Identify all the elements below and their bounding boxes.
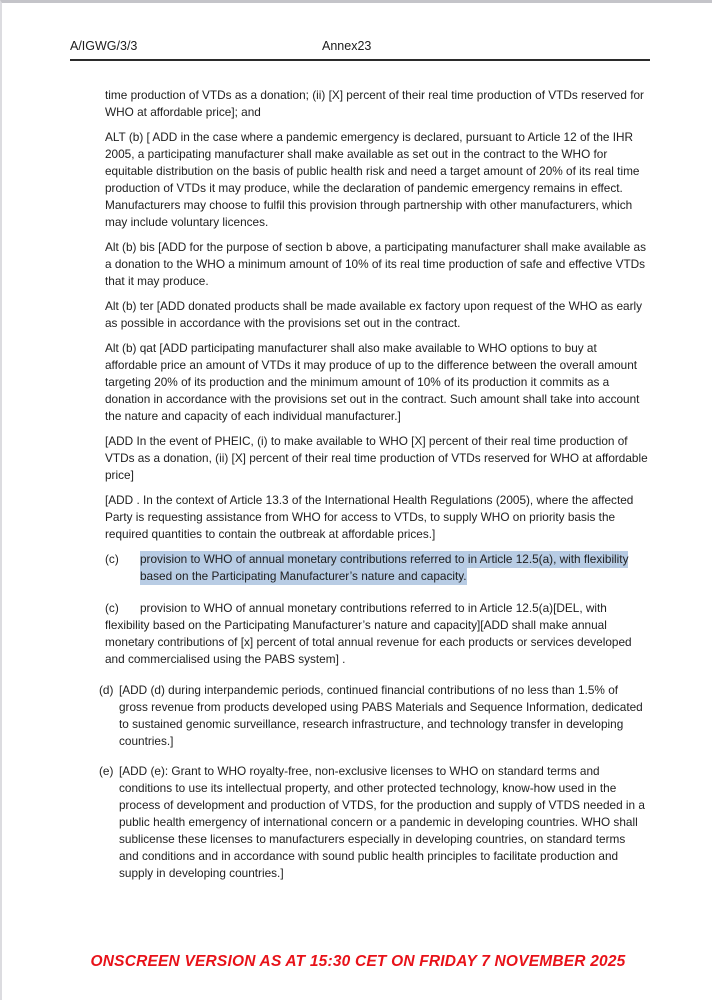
- list-item-d: [99, 682, 647, 750]
- body-paragraph-alt-b-qat: Alt (b) qat [ADD participating manufacturer shall also make available to WHO options to buy at affordable price an amount of VTDs it may produce of up to the difference between the overall amount targeting 20% of its production and the minimum amount of 10% of its production it commits as a donation in accordance with the provisions set out in the contract. Such amount shall take into account the nature and capacity of each individual manufacturer.]: [105, 341, 640, 423]
- document-code: A/IGWG/3/3: [70, 39, 138, 53]
- onscreen-version-notice: ONSCREEN VERSION AS AT 15:30 CET ON FRIDAY 7 NOVEMBER 2025: [90, 953, 626, 970]
- list-item-text: provision to WHO of annual monetary contributions referred to in Article 12.5(a)[DEL, with flexibility based on the Participating Manufacturer’s nature and capacity][ADD shall make annual monetary contributions of [x] percent of total annual revenue for each products or services developed and commercialised using the PABS system] .: [105, 601, 632, 666]
- list-item-e: [99, 763, 647, 882]
- list-item-label: (c): [105, 552, 119, 566]
- list-item-text: [ADD (d) during interpandemic periods, continued financial contributions of no less than 1.5% of gross revenue from products developed using PABS Materials and Sequence Information, dedicated to sustained genomic surveillance, research infrastructure, and technology transfer in developing countries.]: [119, 683, 643, 748]
- body-paragraph-alt-b-ter: Alt (b) ter [ADD donated products shall be made available ex factory upon request of the WHO as early as possible in accordance with the provisions set out in the contract.: [105, 299, 643, 330]
- body-paragraph-alt-b: ALT (b) [ ADD in the case where a pandemic emergency is declared, pursuant to Article 12 of the IHR 2005, a participating manufacturer shall make available as set out in the contract to the WHO for equitable distribution on the basis of public health risk and need a target amount of 20% of its real time production of VTDs it may produce, while the declaration of pandemic emergency remains in effect. Manufacturers may choose to fulfil this provision through partnership with other manufacturers, which may include voluntary licences.: [105, 130, 640, 229]
- document-body: [70, 87, 660, 895]
- body-paragraph-alt-b-bis: Alt (b) bis [ADD for the purpose of section b above, a participating manufacturer shall make available as a donation to the WHO a minimum amount of 10% of its real time production of safe and effective VTDs that it may produce.: [105, 240, 646, 288]
- list-item-label: (c): [105, 601, 119, 615]
- highlighted-text: provision to WHO of annual monetary contributions referred to in Article 12.5(a), with flexibility based on the Participating Manufacturer’s nature and capacity.: [140, 552, 629, 583]
- body-paragraph-add-ihr: [ADD . In the context of Article 13.3 of the International Health Regulations (2005), where the affected Party is requesting assistance from WHO for access to VTDs, to supply WHO on priority basis the required quantities to contain the outbreak at affordable prices.]: [105, 493, 634, 541]
- body-paragraph-add-pheic: [ADD In the event of PHEIC, (i) to make available to WHO [X] percent of their real time production of VTDs as a donation, (ii) [X] percent of their real time production of VTDs reserved for WHO at affordable price]: [105, 434, 648, 482]
- list-item-c: [105, 600, 650, 668]
- list-item-label: (e): [99, 764, 114, 778]
- page-header: [70, 39, 650, 55]
- header-rule: [70, 59, 650, 61]
- list-item-c-highlighted: [105, 551, 650, 585]
- annex-label: Annex23: [322, 39, 372, 53]
- list-item-label: (d): [99, 683, 114, 697]
- body-paragraph-continuation: time production of VTDs as a donation; (ii) [X] percent of their real time production of VTDs reserved for WHO at affordable price]; and: [105, 88, 644, 119]
- list-item-text: [ADD (e): Grant to WHO royalty-free, non-exclusive licenses to WHO on standard terms and conditions to use its intellectual property, and other protected technology, know-how used in the process of development and production of VTDS, for the production and supply of VTDS needed in a public health emergency of international concern or a pandemic in developing countries. WHO shall sublicense these licenses to manufacturers especially in developing countries, on standard terms and conditions and in accordance with sound public health principles to facilitate production and supply in developing countries.]: [119, 764, 645, 880]
